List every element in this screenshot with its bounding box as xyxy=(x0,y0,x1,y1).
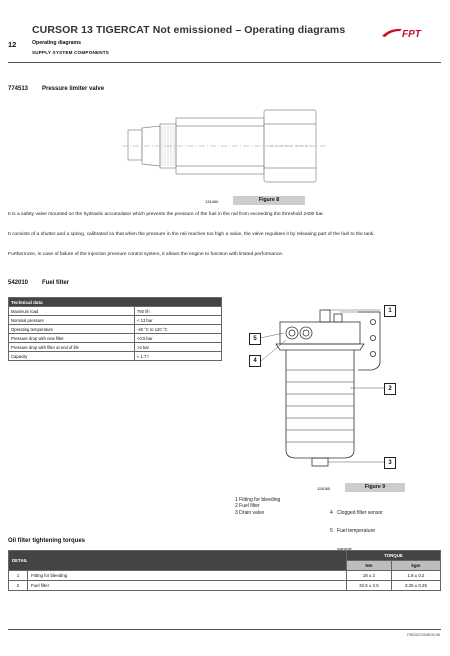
callout-4: 4 xyxy=(249,355,261,367)
legend-item: 5 Fuel temperature xyxy=(330,528,376,535)
figure9-label: Figure 9 xyxy=(345,483,405,492)
document-title: CURSOR 13 TIGERCAT Not emissioned – Operating diagrams xyxy=(32,24,346,36)
cell-label: Operating temperature xyxy=(9,325,135,334)
table-header: Technical data xyxy=(9,298,222,307)
callout-1: 1 xyxy=(384,305,396,317)
cell-label: Nominal pressure xyxy=(9,316,135,325)
figure9-legend-left xyxy=(235,497,280,516)
cell-value: ≈ 1.7 l xyxy=(135,352,222,361)
paragraph: It is a safety valve mounted on the hydraulic accumulator which prevents the pressure of the fuel in the rail from exceeding the threshold 2400 bar. xyxy=(8,212,324,217)
section-title: Fuel filter xyxy=(42,280,70,286)
footer-rule xyxy=(8,629,441,630)
section-heading: SUPPLY SYSTEM COMPONENTS xyxy=(32,50,110,55)
row-number: 1 xyxy=(9,571,28,581)
row-number: 2 xyxy=(9,581,28,591)
section-code: 542010 xyxy=(8,280,29,286)
legend-item: 2 Fuel filter xyxy=(235,503,260,510)
cell-value: <0.5 bar xyxy=(135,334,222,343)
header-torque: TORQUE xyxy=(346,551,440,561)
pressure-limiter-valve-drawing xyxy=(120,104,330,188)
section-774513-heading xyxy=(8,86,104,92)
row-nm: 18 ± 2 xyxy=(346,571,391,581)
table-row xyxy=(9,352,222,361)
page-number: 12 xyxy=(8,40,17,49)
cell-label: Pressure drop with new filter xyxy=(9,334,135,343)
row-detail: Fuel filter xyxy=(28,581,347,591)
header-nm: Nm xyxy=(346,561,391,571)
figure8-code: 131460 xyxy=(205,199,219,204)
torque-table xyxy=(8,550,441,591)
header-detail: DETAIL xyxy=(9,551,347,571)
row-detail: Fitting for bleeding xyxy=(28,571,347,581)
document-code: P5D32C004E00 06 xyxy=(407,633,440,637)
technical-data-table xyxy=(8,297,222,361)
cell-value: < 13 bar xyxy=(135,316,222,325)
section-542010-heading xyxy=(8,280,69,286)
cell-value: 750 l/h xyxy=(135,307,222,316)
table-row xyxy=(9,334,222,343)
logo-text: FPT xyxy=(402,29,421,40)
figure9-code: 115085 xyxy=(317,486,331,491)
cell-label: Capacity xyxy=(9,352,135,361)
paragraph: Furthermore, in case of failure of the injection pressure control system, it allows the engine to function with limited performance. xyxy=(8,252,284,257)
document-subtitle: Operating diagrams xyxy=(32,40,82,46)
cell-label: Maximum load xyxy=(9,307,135,316)
section-title: Pressure limiter valve xyxy=(42,86,105,92)
figure8-label: Figure 8 xyxy=(233,196,305,205)
row-kgm: 3.25 ± 0.25 xyxy=(391,581,440,591)
table-row xyxy=(9,325,222,334)
table-row xyxy=(9,307,222,316)
legend-item: 4 Clogged filter sensor xyxy=(330,509,383,516)
callout-3: 3 xyxy=(384,457,396,469)
table-row xyxy=(9,343,222,352)
row-nm: 32.5 ± 2.5 xyxy=(346,581,391,591)
fpt-logo xyxy=(380,26,438,40)
header-kgm: kgm xyxy=(391,561,440,571)
callout-2: 2 xyxy=(384,383,396,395)
table-row xyxy=(9,581,441,591)
cell-label: Pressure drop with filter at end of life xyxy=(9,343,135,352)
table-row xyxy=(9,571,441,581)
cell-value: >2 bar xyxy=(135,343,222,352)
legend-item: 3 Drain valve xyxy=(235,509,265,516)
section-torque-heading: Oil filter tightening torques xyxy=(8,538,85,544)
paragraph: It consists of a shutter and a spring, calibrated so that when the pressure in the rail reaches too high a value, the valve regulates it by releasing part of the fuel to the tank. xyxy=(8,232,375,237)
callout-5: 5 xyxy=(249,333,261,345)
row-kgm: 1.8 ± 0.2 xyxy=(391,571,440,581)
cell-value: -40 °C to 120 °C xyxy=(135,325,222,334)
header-rule xyxy=(8,62,441,63)
legend-item: 1 Fitting for bleeding xyxy=(235,497,281,503)
section-code: 774513 xyxy=(8,86,29,92)
table-row xyxy=(9,316,222,325)
